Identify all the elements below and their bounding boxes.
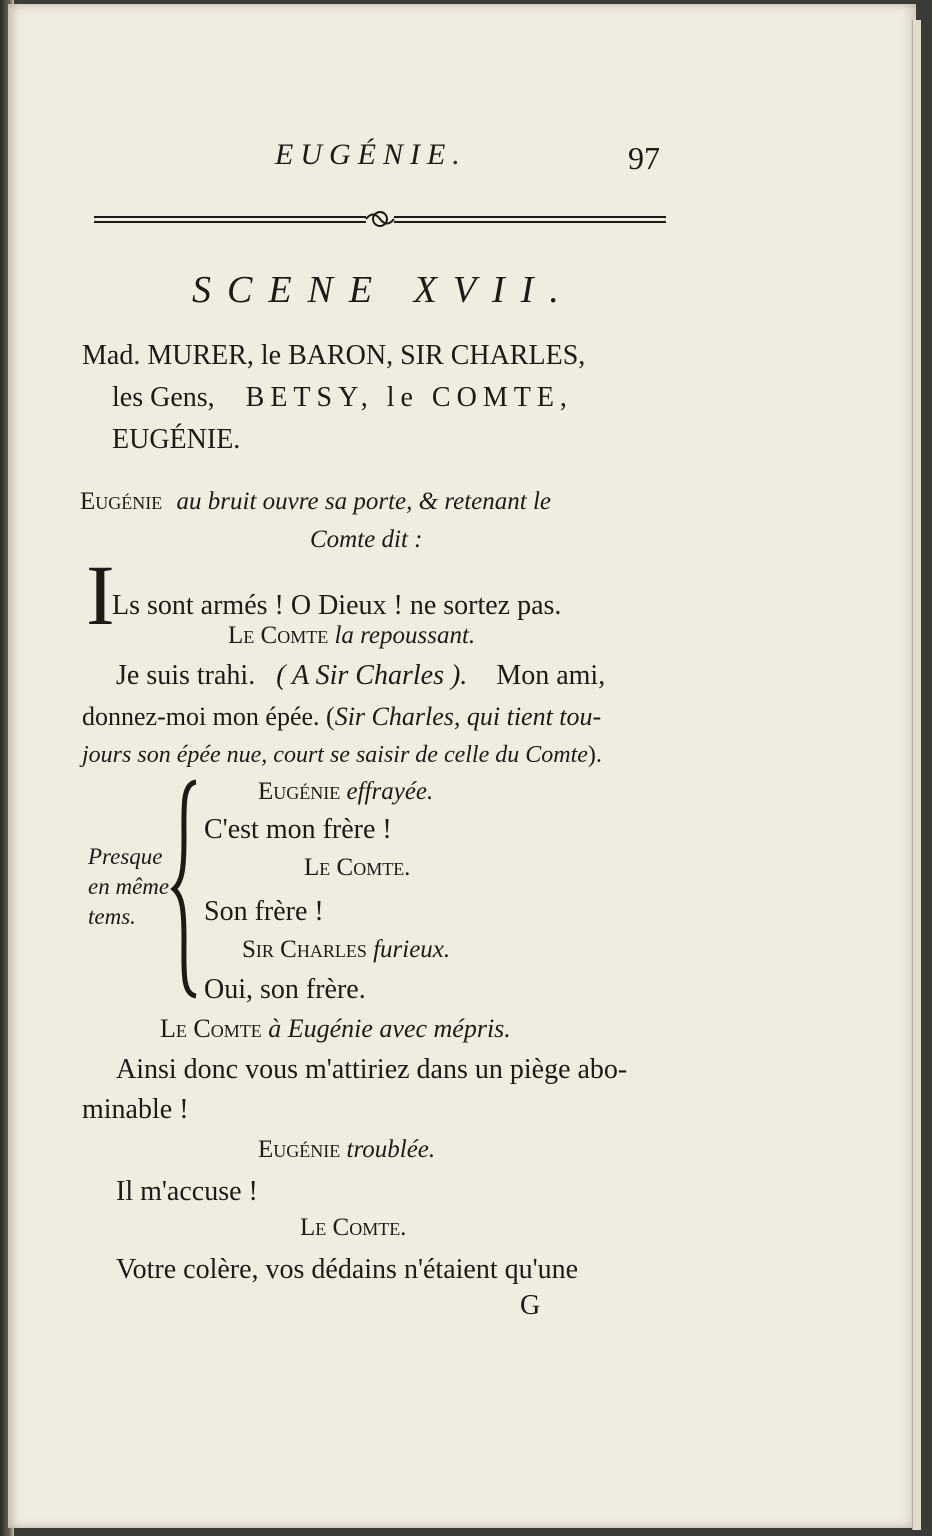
drop-cap: I: [86, 547, 115, 643]
direction-b: Le Comte.: [304, 854, 411, 881]
line-b: Son frère !: [204, 896, 324, 927]
direction-4: [258, 1136, 435, 1164]
stage-direction-1-cont: Comte dit :: [310, 526, 423, 553]
speaker-eugenie: Eugénie: [80, 488, 163, 515]
direction-text: troublée.: [346, 1136, 436, 1163]
cast-gens: les Gens,: [112, 382, 215, 413]
speaker-comte: Le Comte: [160, 1014, 262, 1043]
signature-mark: G: [520, 1290, 541, 1321]
direction-text: effrayée.: [346, 778, 434, 805]
direction-text: à Eugénie avec mépris.: [268, 1014, 511, 1043]
speech-3-line-2: minable !: [82, 1094, 189, 1125]
speaker-eugenie: Eugénie: [258, 1136, 341, 1163]
direction-text: furieux.: [373, 936, 451, 963]
speaker-sir-charles: Sir Charles: [242, 936, 367, 963]
cast-betsy-comte: BETSY, le COMTE,: [245, 382, 573, 413]
direction-text: Sir Charles, qui tient tou-: [334, 702, 602, 731]
direction-3: [160, 1014, 511, 1044]
line-a: C'est mon frère !: [204, 814, 392, 845]
running-title: EUGÉNIE.: [275, 138, 467, 171]
stage-direction-1: [80, 488, 551, 516]
direction-text: au bruit ouvre sa porte, & retenant le: [176, 488, 552, 515]
curly-brace: [170, 778, 202, 1000]
direction-c: [242, 936, 450, 964]
direction-2: [228, 622, 475, 650]
direction-a: [258, 778, 433, 806]
speech-text: Je suis trahi.: [116, 660, 256, 691]
aside: ( A Sir Charles ).: [276, 660, 468, 691]
speech-3-line-1: Ainsi donc vous m'attiriez dans un piège abo-: [116, 1054, 628, 1085]
speech-4: Il m'accuse !: [116, 1176, 258, 1207]
speech-text: donnez-moi mon épée. (: [82, 702, 335, 731]
page-edge: [912, 20, 921, 1530]
page-number: 97: [628, 140, 660, 176]
cast-line-3: EUGÉNIE.: [112, 424, 241, 455]
cast-line-1: Mad. MURER, le BARON, SIR CHARLES,: [82, 340, 586, 371]
speech-text: ).: [587, 742, 602, 768]
side-note-line: Presque: [88, 844, 163, 869]
direction-text: jours son épée nue, court se saisir de celle du Comte: [82, 742, 588, 768]
side-note-line: en même: [88, 874, 170, 899]
scene-title: SCENE XVII.: [192, 269, 575, 311]
speaker-comte: Le Comte: [228, 622, 329, 649]
ornamental-rule: [90, 208, 670, 230]
speech-2-line-3: [82, 742, 602, 769]
speaker-eugenie: Eugénie: [258, 778, 341, 805]
speech-text: Mon ami,: [496, 660, 606, 691]
side-note-line: tems.: [88, 904, 136, 929]
speech-5: Votre colère, vos dédains n'étaient qu'une: [116, 1254, 579, 1285]
speech-2-line-1: [116, 660, 605, 692]
direction-5: Le Comte.: [300, 1214, 407, 1241]
cast-line-2: [112, 382, 573, 414]
speech-2-line-2: [82, 702, 601, 732]
line-c: Oui, son frère.: [204, 974, 366, 1005]
direction-text: la repoussant.: [334, 622, 476, 649]
speech-1: Ls sont armés ! O Dieux ! ne sortez pas.: [112, 590, 562, 621]
side-note: [88, 842, 169, 932]
